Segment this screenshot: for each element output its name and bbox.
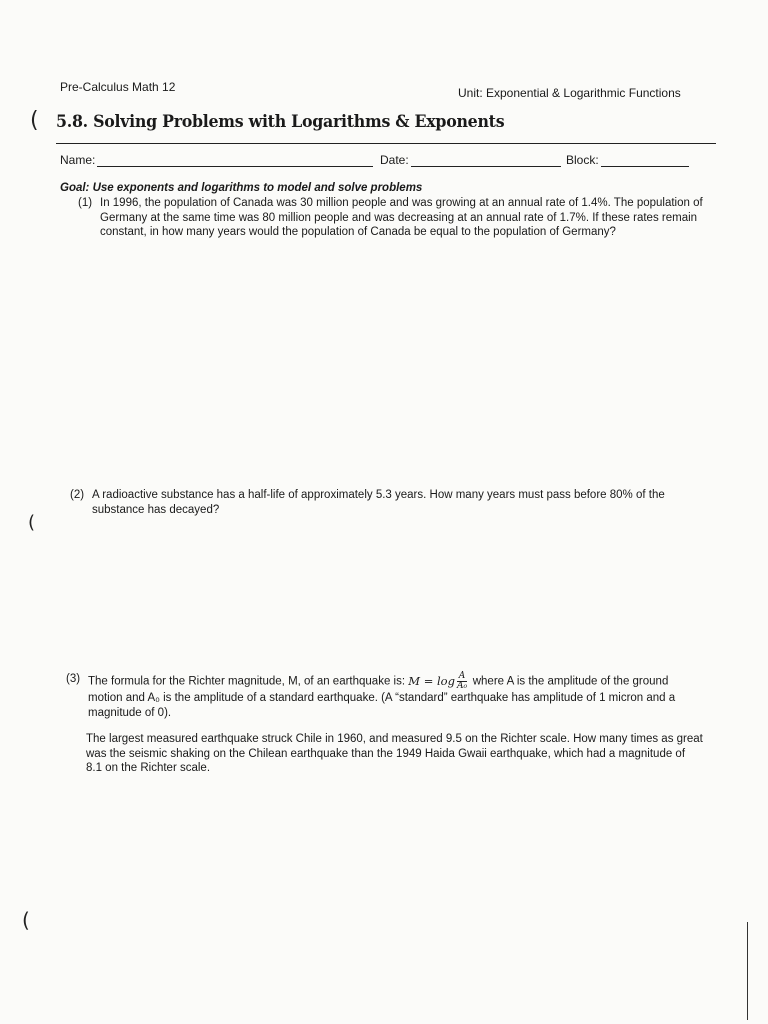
question-number: (3) bbox=[66, 673, 81, 685]
question-text-part-2: The largest measured earthquake struck Chile in 1960, and measured 9.5 on the Richter scale. How many times as great was the seismic shaking on the Chilean earthquake than the 1949 Haida Gwaii earthquake, which had a magnitude of 8.1 on the Richter scale. bbox=[86, 733, 703, 774]
block-line[interactable] bbox=[601, 154, 689, 167]
question-text-after: where A is the amplitude of the ground motion and A₀ is the amplitude of a standard earthquake. (A “standard” earthquake has amplitude of 1 micron and a magnitude of 0). bbox=[88, 675, 676, 719]
hole-punch-mark: ( bbox=[28, 512, 36, 533]
block-field[interactable] bbox=[566, 153, 689, 167]
name-label: Name: bbox=[60, 153, 96, 167]
date-field[interactable] bbox=[380, 153, 561, 167]
question-text bbox=[88, 672, 704, 720]
question-3 bbox=[66, 672, 704, 776]
formula-fraction bbox=[457, 672, 467, 691]
hole-punch-mark: ( bbox=[30, 108, 39, 133]
date-line[interactable] bbox=[411, 154, 561, 167]
question-1 bbox=[78, 196, 708, 240]
name-field[interactable] bbox=[60, 153, 373, 167]
question-text-before: The formula for the Richter magnitude, M, of an earthquake is: bbox=[88, 675, 406, 688]
margin-line bbox=[747, 922, 748, 1020]
date-label: Date: bbox=[380, 153, 409, 167]
question-text: In 1996, the population of Canada was 30 million people and was growing at an annual rate of 1.4%. The population of Germany at the same time was 80 million people and was decreasing at an annual rate of 1.7%. If these rates remain constant, in how many years would the population of Canada be equal to the population of Germany? bbox=[100, 197, 703, 238]
name-line[interactable] bbox=[97, 154, 373, 167]
worksheet-title: 5.8. Solving Problems with Logarithms & Exponents bbox=[56, 112, 505, 132]
title-rule bbox=[56, 143, 716, 144]
richter-formula bbox=[408, 671, 472, 691]
formula-numerator: A bbox=[458, 671, 466, 681]
course-name: Pre-Calculus Math 12 bbox=[60, 80, 176, 94]
formula-lhs: M = log bbox=[408, 673, 455, 688]
question-number: (2) bbox=[70, 489, 85, 501]
goal-statement: Goal: Use exponents and logarithms to model and solve problems bbox=[60, 182, 423, 194]
hole-punch-mark: ( bbox=[22, 908, 30, 932]
question-number: (1) bbox=[78, 197, 93, 209]
question-2 bbox=[70, 488, 706, 517]
unit-name: Unit: Exponential & Logarithmic Functions bbox=[458, 86, 681, 100]
formula-denominator: A₀ bbox=[456, 681, 468, 691]
block-label: Block: bbox=[566, 153, 599, 167]
question-text: A radioactive substance has a half-life of approximately 5.3 years. How many years must pass before 80% of the substance has decayed? bbox=[92, 489, 665, 516]
